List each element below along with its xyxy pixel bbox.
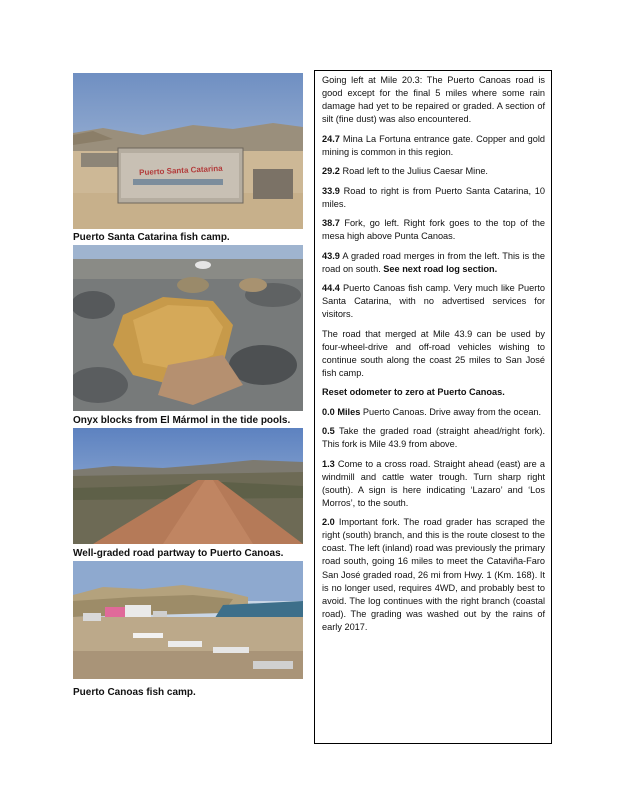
road-log-entry: 2.0 Important fork. The road grader has scraped the right (south) branch, and this is the route closest to the coast. The left (inland) road was previously the primary road south, going 16 miles to meet the Cataviña-Faro San José graded road, 26 mi from Hwy. 1 (Km. 168). It is no longer used, requires 4WD, and probably best to avoid. The log continues with the right branch (coastal road). The grading was washed out by the rains of early 2017. bbox=[322, 517, 545, 632]
road-log-entry: The road that merged at Mile 43.9 can be used by four-wheel-drive and off-road vehicles wishing to continue south along the coast 25 miles to San José fish camp. bbox=[322, 328, 545, 378]
photo-caption: Onyx blocks from El Mármol in the tide pools. bbox=[73, 415, 291, 426]
road-log-heading: Reset odometer to zero at Puerto Canoas. bbox=[322, 387, 505, 398]
road-log-entry: Going left at Mile 20.3: The Puerto Canoas road is good except for the final 5 miles where some rain damage had yet to be repaired or graded. A section of silt (fine dust) was also encountered. bbox=[322, 75, 545, 125]
road-log-box bbox=[314, 70, 552, 744]
road-log-entry: 29.2 Road left to the Julius Caesar Mine. bbox=[322, 166, 488, 177]
photo-caption: Puerto Canoas fish camp. bbox=[73, 687, 196, 698]
road-log-entry: 0.0 Miles Puerto Canoas. Drive away from the ocean. bbox=[322, 406, 542, 417]
photo-graded-road bbox=[73, 428, 303, 544]
sign-text: Puerto Santa Catarina bbox=[138, 163, 223, 178]
road-log-entry: 0.5 Take the graded road (straight ahead/right fork). This fork is Mile 43.9 from above. bbox=[322, 426, 545, 450]
photo-onyx-blocks bbox=[73, 245, 303, 411]
photo-santa-catarina bbox=[73, 73, 303, 229]
photo-puerto-canoas bbox=[73, 561, 303, 679]
road-log-entry: 1.3 Come to a cross road. Straight ahead (east) are a windmill and cattle water trough. Turn sharp right (south). A sign is here indicating ‘Lazaro’ and ‘Los Morros’, to the south. bbox=[322, 458, 545, 508]
photo-caption: Well-graded road partway to Puerto Canoas. bbox=[73, 548, 284, 559]
road-log-entry: 43.9 A graded road merges in from the left. This is the road on south. See next road log section. bbox=[322, 250, 545, 274]
road-log-entry: 33.9 Road to right is from Puerto Santa Catarina, 10 miles. bbox=[322, 185, 545, 209]
road-log-entry: 24.7 Mina La Fortuna entrance gate. Copper and gold mining is common in this region. bbox=[322, 133, 545, 157]
road-log-entry: 44.4 Puerto Canoas fish camp. Very much like Puerto Santa Catarina, with no advertised services for visitors. bbox=[322, 283, 545, 320]
road-log-entry: 38.7 Fork, go left. Right fork goes to the top of the mesa high above Punta Canoas. bbox=[322, 218, 545, 242]
photo-caption: Puerto Santa Catarina fish camp. bbox=[73, 232, 230, 243]
